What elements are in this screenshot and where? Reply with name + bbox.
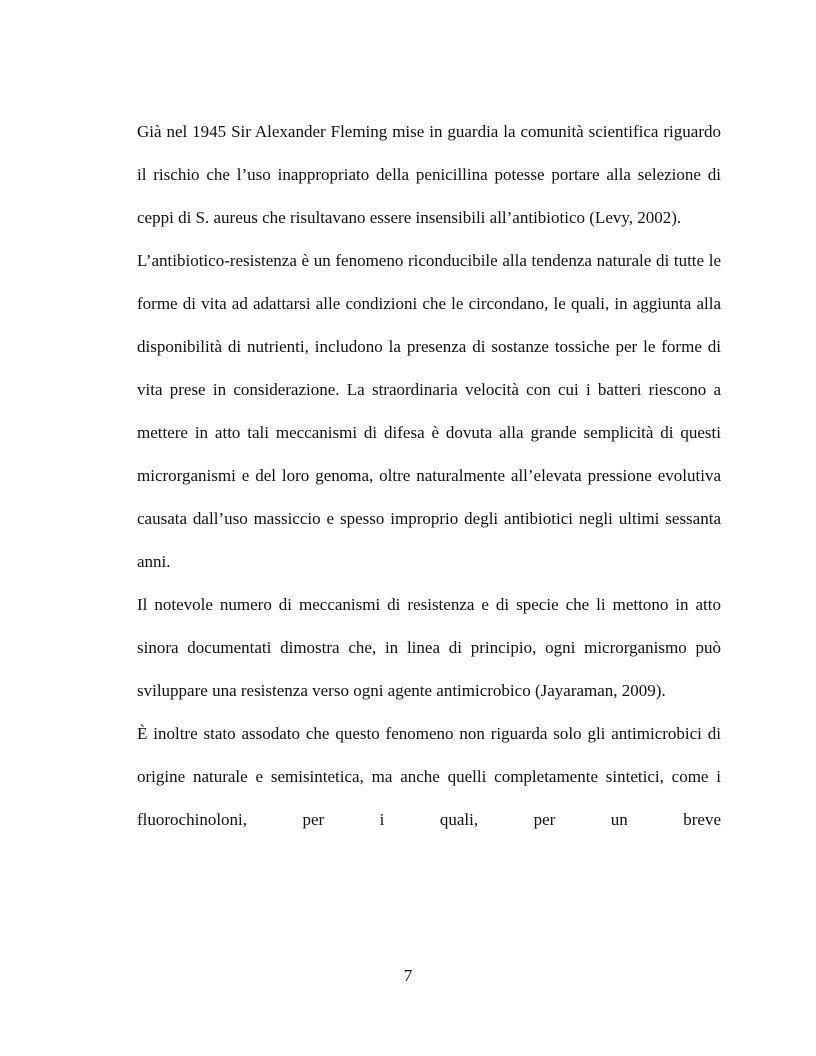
paragraph-synthetic-antimicrobials: È inoltre stato assodato che questo fenomeno non riguarda solo gli antimicrobici di origine naturale e semisintetica, ma anche quelli completamente sintetici, come i fluorochinoloni, per i quali, per un breve <box>137 724 721 829</box>
page-number: 7 <box>403 966 413 985</box>
paragraph-resistance-mechanisms: Il notevole numero di meccanismi di resistenza e di specie che li mettono in atto sinora documentati dimostra che, in linea di principio, ogni microrganismo può sviluppare una resistenza verso ogni agente antimicrobico (Jayaraman, 2009). <box>137 595 721 700</box>
body-text <box>137 110 721 841</box>
paragraph-antibiotic-resistance: L’antibiotico-resistenza è un fenomeno riconducibile alla tendenza naturale di tutte le forme di vita ad adattarsi alle condizioni che le circondano, le quali, in aggiunta alla disponibilità di nutrienti, includono la presenza di sostanze tossiche per le forme di vita prese in considerazione. La straordinaria velocità con cui i batteri riescono a mettere in atto tali meccanismi di difesa è dovuta alla grande semplicità di questi microrganismi e del loro genoma, oltre naturalmente all’elevata pressione evolutiva causata dall’uso massiccio e spesso improprio degli antibiotici negli ultimi sessanta anni. <box>137 251 721 571</box>
paragraph-fleming: Già nel 1945 Sir Alexander Fleming mise in guardia la comunità scientifica riguardo il rischio che l’uso inappropriato della penicillina potesse portare alla selezione di ceppi di S. aureus che risultavano essere insensibili all’antibiotico (Levy, 2002). <box>137 122 721 227</box>
